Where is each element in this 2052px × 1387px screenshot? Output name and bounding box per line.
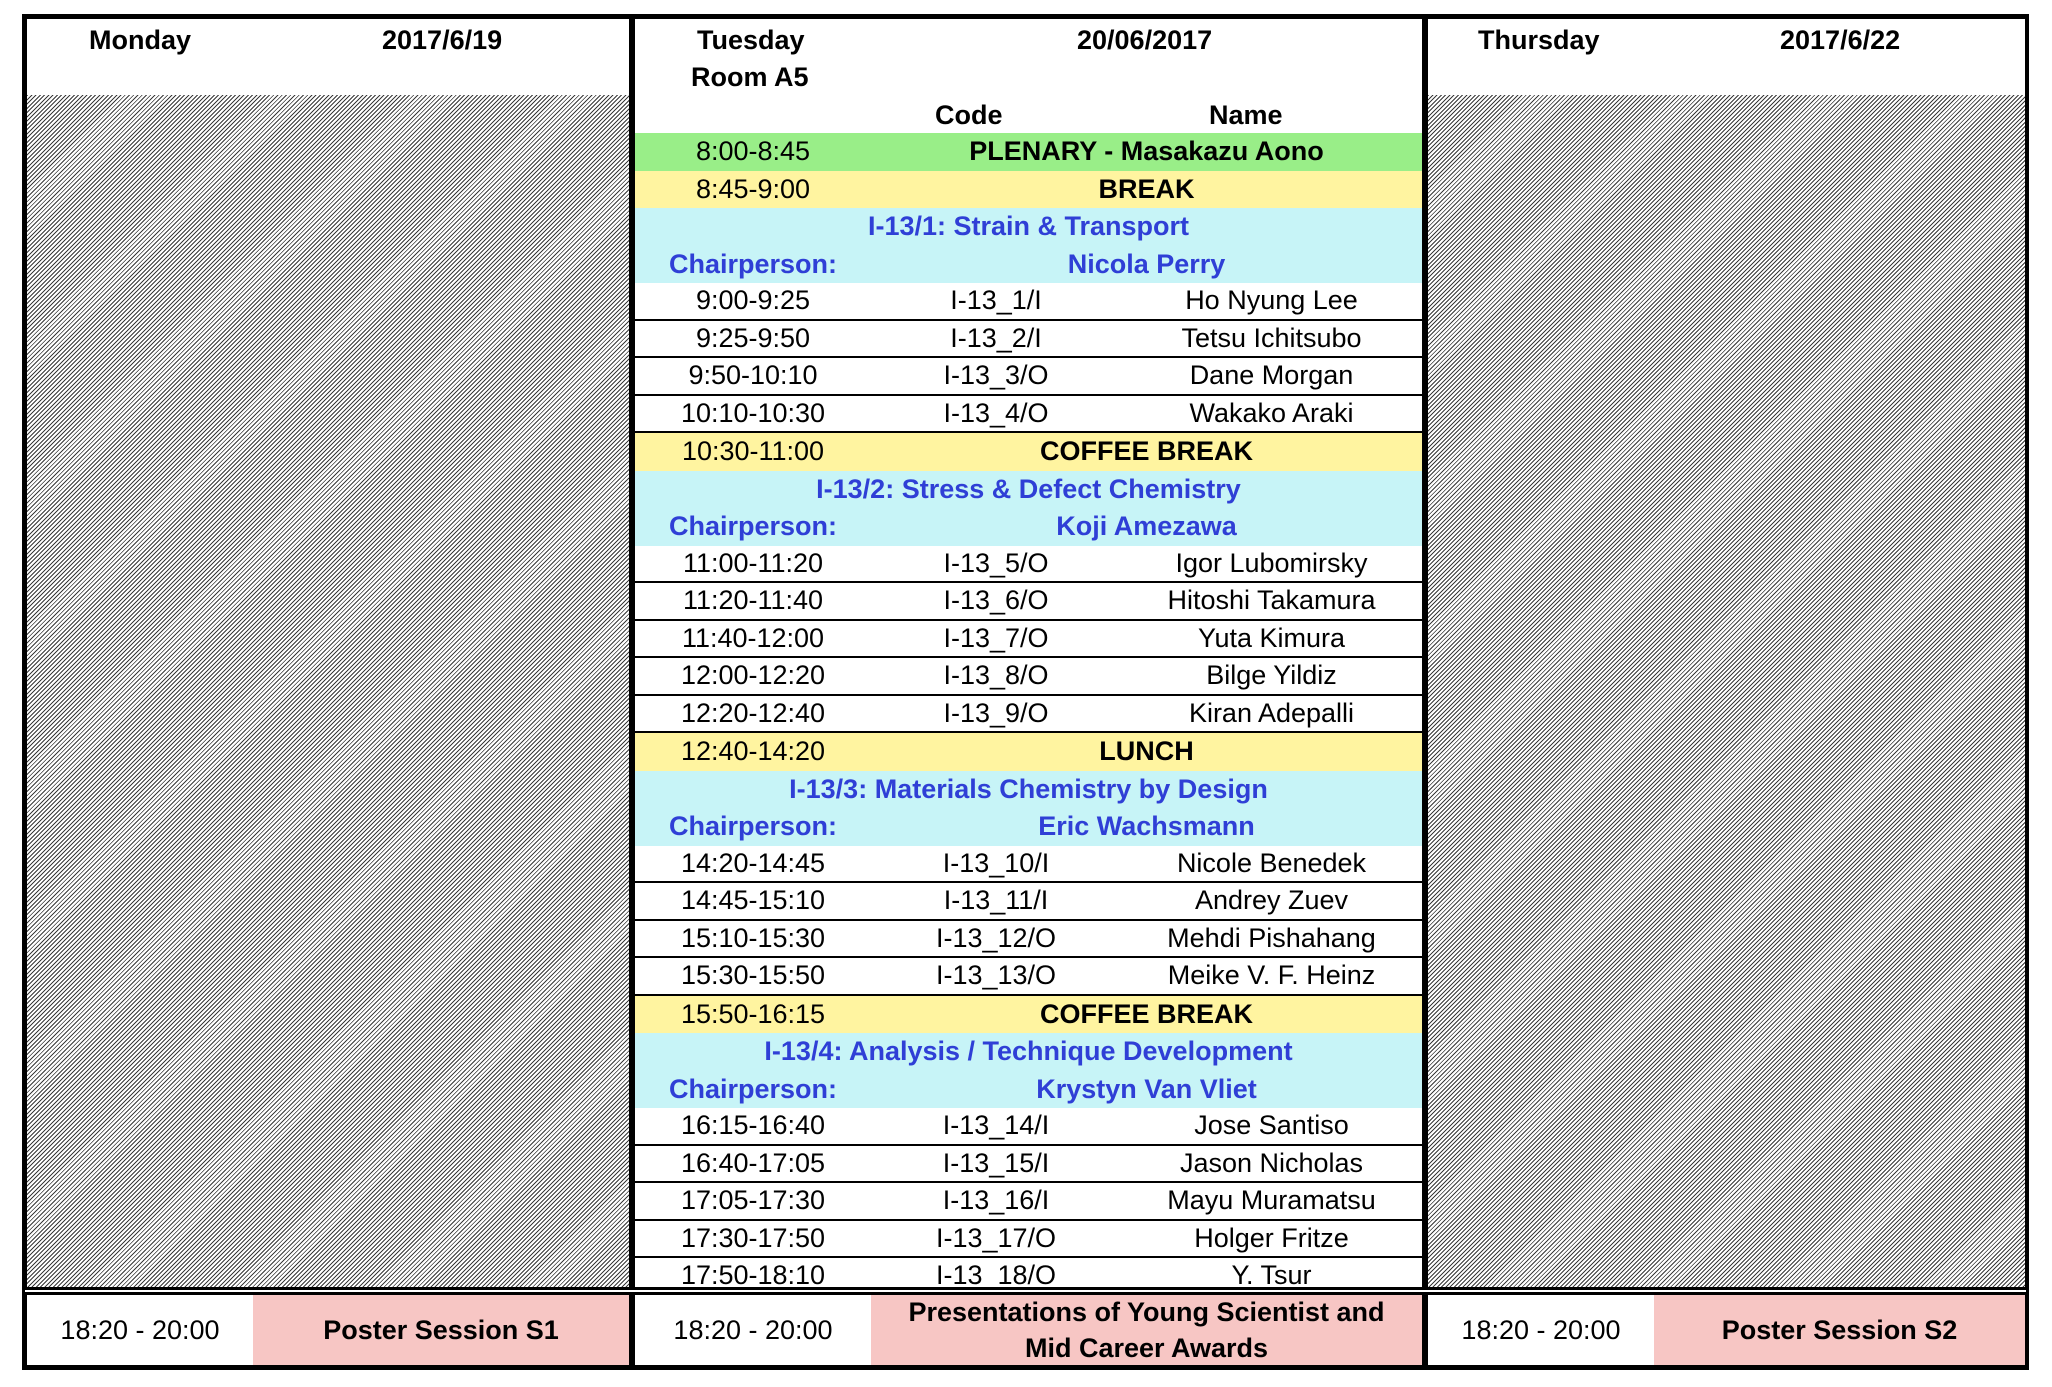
break-time: 15:50-16:15 [680, 998, 826, 1029]
talk-code: I-13_1/I [950, 285, 1042, 316]
evening-thursday-time: 18:20 - 20:00 [1461, 1315, 1621, 1345]
talk-name: Jason Nicholas [1179, 1147, 1364, 1178]
talk-code: I-13_18/O [935, 1260, 1057, 1291]
talk-name: Nicole Benedek [1176, 847, 1367, 878]
chairperson-row [635, 246, 1422, 284]
break-row [635, 996, 1422, 1034]
talk-row [635, 396, 1422, 434]
talk-name: Tetsu Ichitsubo [1181, 322, 1362, 353]
break-label: BREAK [1098, 173, 1195, 204]
evening-monday-label: Poster Session S1 [253, 1295, 629, 1365]
talk-row [635, 883, 1422, 921]
talk-name: Igor Lubomirsky [1175, 547, 1368, 578]
session-title: I-13/2: Stress & Defect Chemistry [816, 473, 1241, 504]
session-title: I-13/4: Analysis / Technique Development [764, 1036, 1293, 1067]
talk-row [635, 283, 1422, 321]
name-column-header: Name [1209, 100, 1283, 130]
chairperson-label: Chairperson: [668, 248, 838, 279]
talk-code: I-13_16/I [942, 1185, 1050, 1216]
evening-tuesday [632, 1292, 1425, 1368]
chairperson-label: Chairperson: [668, 511, 838, 542]
talk-time: 12:20-12:40 [680, 697, 826, 728]
session-title-row [635, 771, 1422, 809]
talk-row [635, 1146, 1422, 1184]
talk-name: Y. Tsur [1231, 1260, 1312, 1291]
tuesday-date: 20/06/2017 [1077, 25, 1213, 55]
talk-row [635, 1108, 1422, 1146]
talk-name: Andrey Zuev [1194, 885, 1349, 916]
session-title: I-13/3: Materials Chemistry by Design [789, 773, 1268, 804]
talk-time: 15:10-15:30 [680, 922, 826, 953]
talk-row [635, 358, 1422, 396]
code-column-header: Code [935, 100, 1003, 130]
evening-monday [24, 1292, 632, 1368]
talk-code: I-13_17/O [935, 1222, 1057, 1253]
break-row [635, 171, 1422, 209]
evening-monday-time: 18:20 - 20:00 [60, 1315, 220, 1345]
talk-row [635, 1183, 1422, 1221]
talk-name: Kiran Adepalli [1188, 697, 1355, 728]
chairperson-label: Chairperson: [668, 811, 838, 842]
talk-row [635, 846, 1422, 884]
talk-time: 11:00-11:20 [682, 547, 824, 578]
evening-tuesday-label [871, 1295, 1422, 1365]
talk-code: I-13_15/I [942, 1147, 1050, 1178]
talk-code: I-13_8/O [943, 660, 1049, 691]
talk-time: 9:50-10:10 [688, 360, 818, 391]
talk-row [635, 696, 1422, 734]
talk-code: I-13_2/I [950, 322, 1042, 353]
chairperson-row [635, 1071, 1422, 1109]
talk-time: 17:05-17:30 [680, 1185, 826, 1216]
break-label: LUNCH [1099, 736, 1194, 767]
talk-row [635, 658, 1422, 696]
talk-code: I-13_14/I [942, 1110, 1050, 1141]
talk-name: Wakako Araki [1189, 397, 1354, 428]
talk-name: Holger Fritze [1194, 1222, 1349, 1253]
break-label: COFFEE BREAK [1039, 436, 1253, 467]
talk-time: 10:10-10:30 [680, 397, 826, 428]
chairperson-row [635, 808, 1422, 846]
tuesday-room: Room A5 [691, 62, 809, 92]
talk-name: Yuta Kimura [1197, 622, 1346, 653]
talk-time: 14:20-14:45 [680, 847, 826, 878]
talk-code: I-13_3/O [943, 360, 1049, 391]
talk-time: 11:40-12:00 [681, 622, 825, 653]
talk-time: 15:30-15:50 [680, 960, 826, 991]
talk-time: 17:50-18:10 [680, 1260, 826, 1291]
tuesday-column [632, 16, 1425, 1290]
monday-empty-hatch [27, 95, 629, 1287]
talk-row [635, 958, 1422, 996]
break-time: 12:40-14:20 [680, 736, 826, 767]
talk-row [635, 1221, 1422, 1259]
evening-tuesday-time: 18:20 - 20:00 [673, 1315, 833, 1345]
talk-code: I-13_6/O [943, 585, 1049, 616]
talk-code: I-13_11/I [943, 885, 1049, 916]
talk-name: Meike V. F. Heinz [1167, 960, 1376, 991]
break-row [635, 733, 1422, 771]
session-title-row [635, 1033, 1422, 1071]
session-title: I-13/1: Strain & Transport [867, 211, 1190, 242]
session-title-row [635, 471, 1422, 509]
talk-time: 14:45-15:10 [680, 885, 826, 916]
chairperson-name: Koji Amezawa [1056, 511, 1237, 542]
talk-code: I-13_10/I [942, 847, 1050, 878]
talk-time: 12:00-12:20 [680, 660, 826, 691]
evening-thursday-label: Poster Session S2 [1654, 1295, 2025, 1365]
monday-day: Monday [89, 25, 192, 55]
evening-thursday [1425, 1292, 2028, 1368]
chairperson-name: Eric Wachsmann [1038, 811, 1255, 842]
talk-code: I-13_12/O [935, 922, 1057, 953]
break-time: 10:30-11:00 [681, 436, 825, 467]
tuesday-day: Tuesday [697, 25, 805, 55]
talk-time: 17:30-17:50 [680, 1222, 826, 1253]
talk-row [635, 546, 1422, 584]
talk-time: 9:00-9:25 [695, 285, 811, 316]
thursday-empty-hatch [1428, 95, 2025, 1287]
talk-name: Bilge Yildiz [1206, 660, 1337, 691]
break-label: COFFEE BREAK [1039, 998, 1253, 1029]
break-time: 8:45-9:00 [695, 173, 811, 204]
chairperson-row [635, 508, 1422, 546]
talk-time: 11:20-11:40 [682, 585, 824, 616]
thursday-day: Thursday [1478, 25, 1600, 55]
talk-name: Hitoshi Takamura [1167, 585, 1376, 616]
talk-code: I-13_7/O [943, 622, 1049, 653]
talk-row [635, 583, 1422, 621]
talk-code: I-13_5/O [943, 547, 1049, 578]
plenary-row [635, 133, 1422, 171]
thursday-column [1425, 16, 2028, 1290]
evening-tuesday-label-line1: Presentations of Young Scientist and [908, 1297, 1385, 1327]
talk-code: I-13_4/O [943, 397, 1049, 428]
talk-name: Jose Santiso [1194, 1110, 1349, 1141]
talk-name: Mehdi Pishahang [1167, 922, 1376, 953]
talk-time: 16:15-16:40 [680, 1110, 826, 1141]
talk-code: I-13_9/O [943, 697, 1049, 728]
talk-time: 16:40-17:05 [680, 1147, 826, 1178]
talk-row [635, 921, 1422, 959]
evening-tuesday-label-line2: Mid Career Awards [1024, 1333, 1269, 1363]
talk-name: Mayu Muramatsu [1167, 1185, 1376, 1216]
plenary-time: 8:00-8:45 [695, 136, 811, 167]
chairperson-label: Chairperson: [668, 1073, 838, 1104]
talk-name: Ho Nyung Lee [1185, 285, 1358, 316]
talk-name: Dane Morgan [1189, 360, 1354, 391]
thursday-date: 2017/6/22 [1780, 25, 1901, 55]
plenary-label: PLENARY - Masakazu Aono [969, 136, 1324, 167]
talk-row [635, 621, 1422, 659]
talk-row [635, 321, 1422, 359]
chairperson-name: Nicola Perry [1067, 248, 1226, 279]
monday-column [24, 16, 632, 1290]
talk-code: I-13_13/O [935, 960, 1057, 991]
session-title-row [635, 208, 1422, 246]
talk-row [635, 1258, 1422, 1296]
break-row [635, 433, 1422, 471]
chairperson-name: Krystyn Van Vliet [1036, 1073, 1257, 1104]
talk-time: 9:25-9:50 [695, 322, 811, 353]
monday-date: 2017/6/19 [382, 25, 503, 55]
